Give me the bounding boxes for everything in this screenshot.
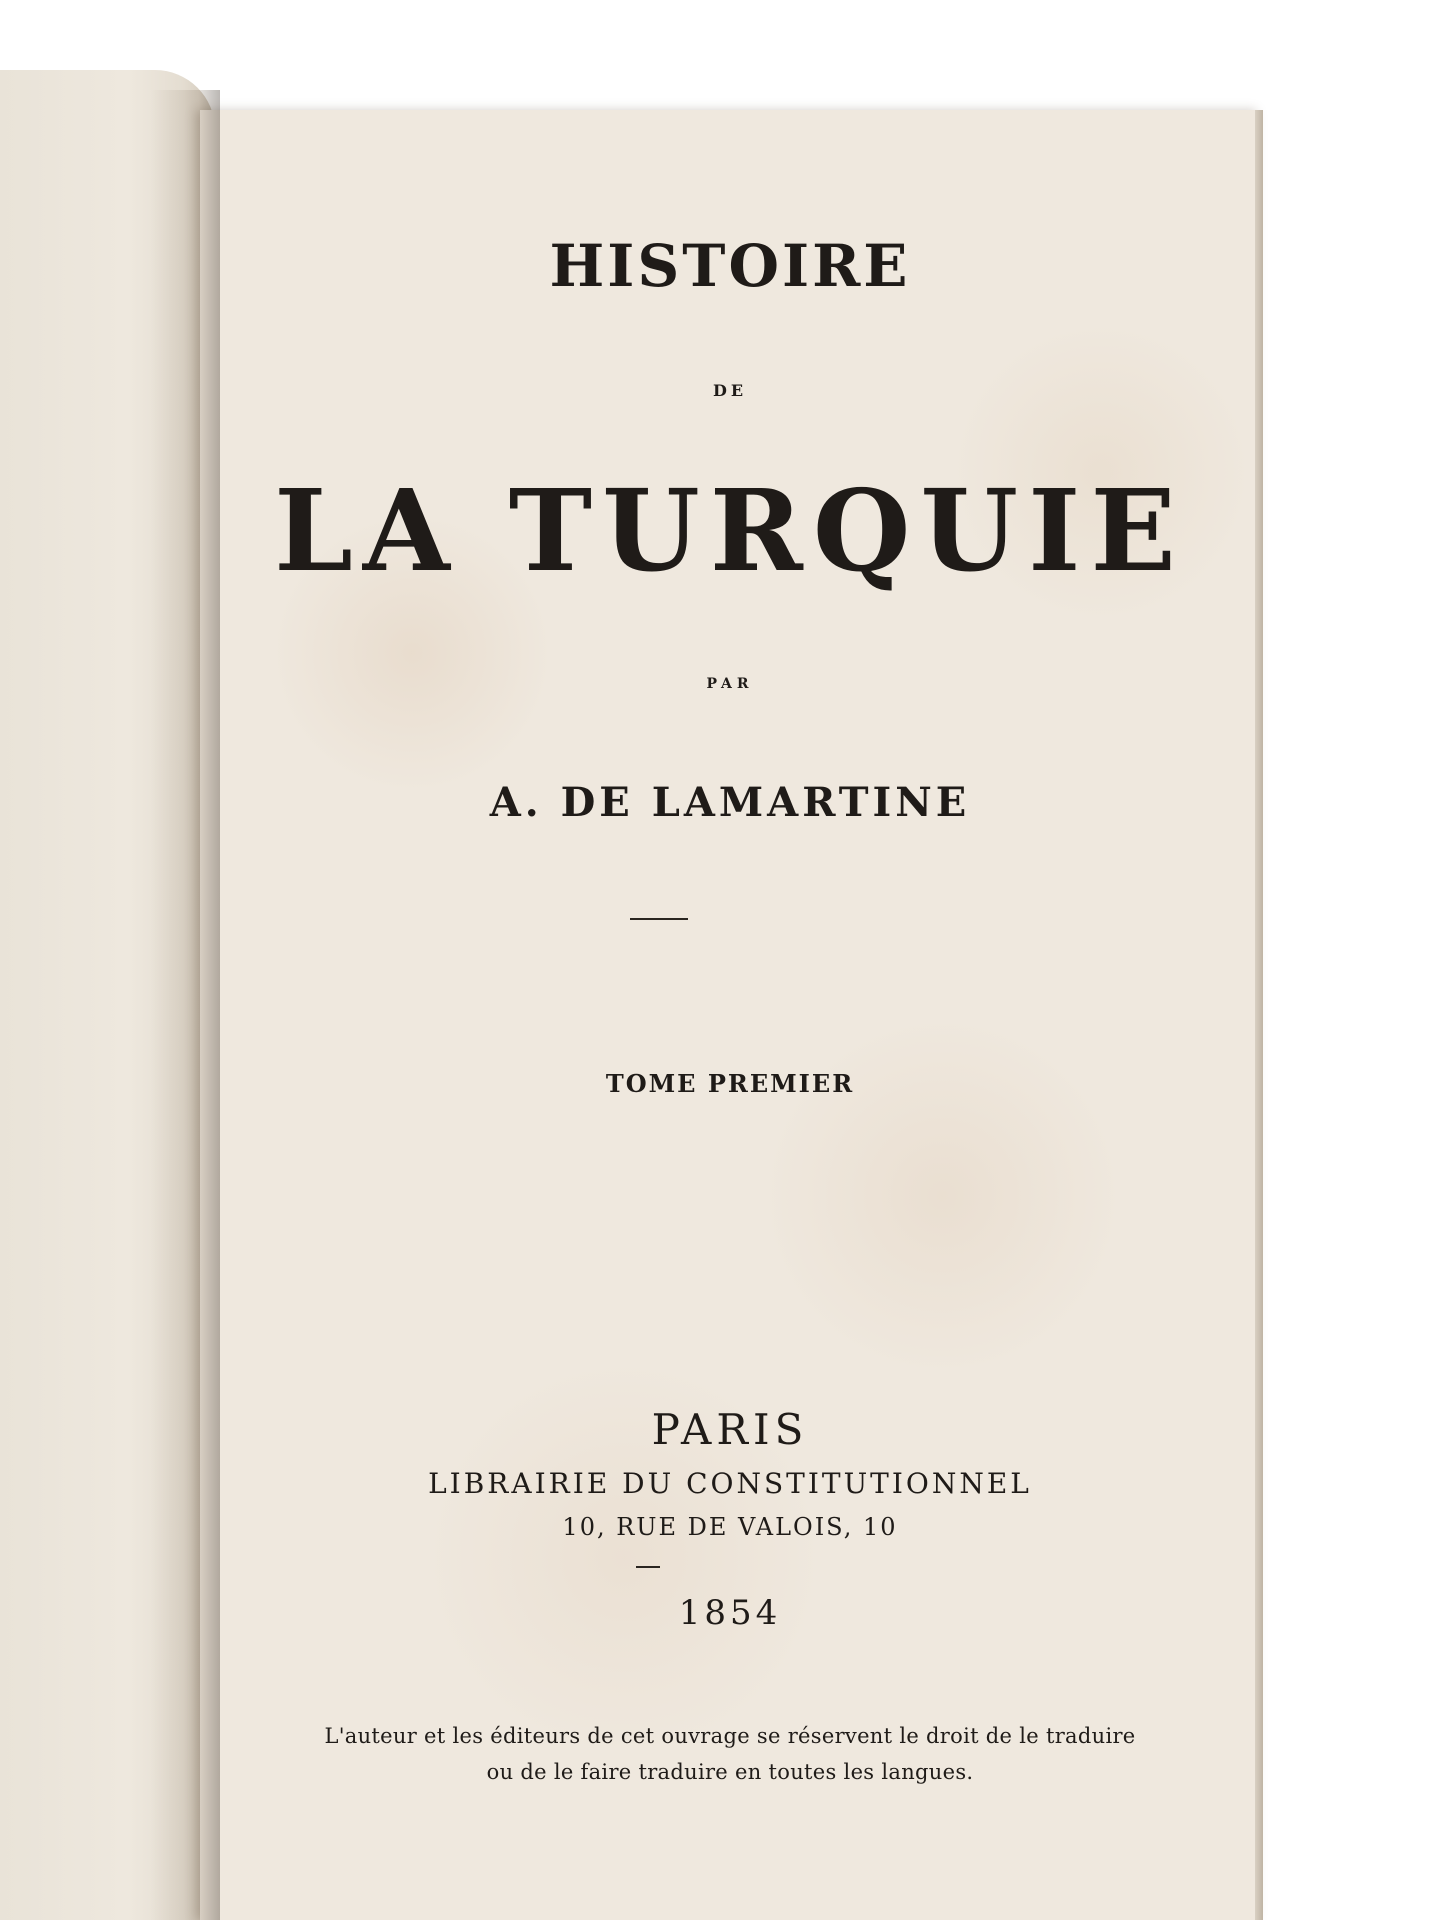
gutter-shadow [150, 90, 220, 1920]
byline-par: PAR [706, 676, 754, 692]
imprint-dash [636, 1566, 660, 1568]
rights-notice-line-1: L'auteur et les éditeurs de cet ouvrage se réservent le droit de le traduire [324, 1724, 1136, 1748]
imprint-year: 1854 [678, 1593, 782, 1633]
imprint-city: PARIS [651, 1405, 809, 1454]
title-la-turquie: LA TURQUIE [274, 466, 1186, 597]
imprint-publisher: LIBRAIRIE DU CONSTITUTIONNEL [428, 1467, 1032, 1500]
title-de: DE [712, 381, 748, 400]
author-name: A. DE LAMARTINE [489, 779, 971, 826]
volume-label: TOME PREMIER [605, 1069, 855, 1098]
imprint-address: 10, RUE DE VALOIS, 10 [562, 1513, 898, 1541]
rights-notice-line-2: ou de le faire traduire en toutes les langues. [486, 1760, 974, 1784]
divider-rule [630, 918, 688, 920]
title-histoire: HISTOIRE [549, 232, 911, 300]
